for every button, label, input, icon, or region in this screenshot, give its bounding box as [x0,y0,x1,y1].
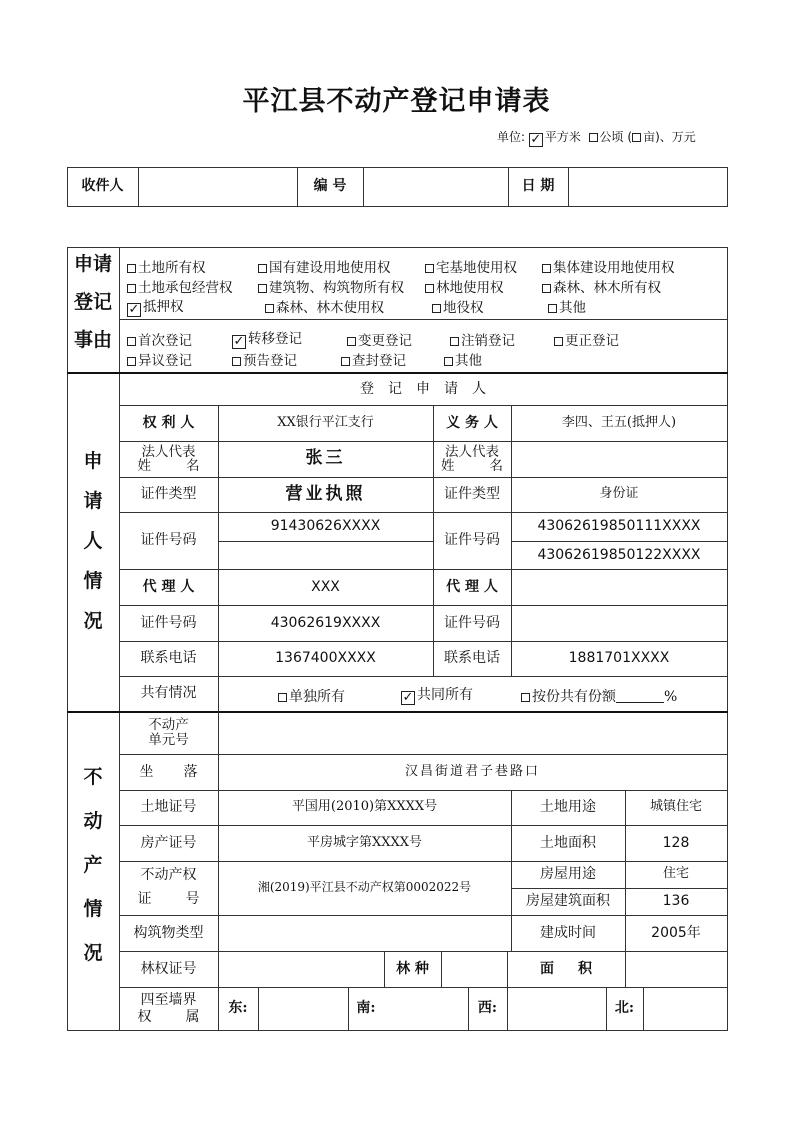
right-option[interactable]: 国有建设用地使用权 [258,256,391,276]
agent-id-left-value[interactable]: 43062619XXXX [270,614,381,631]
tree-species-value[interactable] [441,951,507,987]
west-label: 西: [477,1000,498,1017]
checkbox-icon[interactable] [542,264,551,273]
checkbox-icon[interactable] [278,693,287,702]
applicant-side-label [67,452,119,652]
right-option[interactable]: 土地承包经营权 [127,276,233,296]
checkbox-icon[interactable] [127,284,136,293]
receiver-label: 收件人 [81,178,124,195]
type-option[interactable]: 注销登记 [450,329,515,349]
checkbox-icon[interactable] [127,357,136,366]
checkbox-checked-icon[interactable]: ✓ [233,334,245,349]
applicant-header: 登 记 申 请 人 [360,380,486,397]
checkbox-icon[interactable] [347,337,356,346]
id-number-left-1[interactable]: 91430626XXXX [270,518,381,535]
unit-prefix: 单位: [497,130,526,144]
type-option[interactable]: 更正登记 [554,329,619,349]
coowner-option-joint[interactable]: ✓ 共同所有 [402,687,473,705]
checkbox-checked-icon[interactable]: ✓ [530,132,542,147]
checkbox-icon[interactable] [444,357,453,366]
right-option[interactable]: 集体建设用地使用权 [542,256,675,276]
checkbox-icon[interactable] [548,304,557,313]
side-label-char: 产 [83,854,103,876]
label-line: 不动产权 [140,867,197,884]
type-option-checked[interactable]: ✓ 转移登记 [233,331,302,349]
phone-right-value[interactable]: 1881701XXXX [568,650,670,667]
id-number-label: 证件号码 [140,532,197,549]
unit-no-value[interactable] [218,712,727,754]
checkbox-icon[interactable] [425,284,434,293]
checkbox-icon[interactable] [232,357,241,366]
label-char: 名 [186,458,200,474]
south-label: 南: [356,1000,376,1017]
obligor-label: 义 务 人 [446,414,498,431]
agent-id-label: 证件号码 [140,614,197,631]
agent-id-right-value[interactable] [511,605,727,641]
label-char: 姓 [137,458,151,474]
north-value[interactable] [643,987,727,1030]
side-label-char: 人 [83,530,103,552]
checkbox-icon[interactable] [265,304,274,313]
label-char: 面 [540,960,554,977]
label-line: 法人代表 [445,443,499,460]
share-percent-field[interactable] [616,690,664,703]
boundary-label [119,987,218,1030]
checkbox-icon[interactable] [542,284,551,293]
building-area-value[interactable]: 136 [662,893,690,910]
right-holder-label: 权 利 人 [142,414,195,431]
label-char: 积 [578,960,592,977]
north-label: 北: [614,1000,635,1017]
right-option[interactable]: 林地使用权 [425,276,504,296]
checkbox-icon[interactable] [341,357,350,366]
checkbox-icon[interactable] [521,693,530,702]
checkbox-icon[interactable] [425,264,434,273]
legal-rep-label-right [433,441,511,477]
checkbox-icon[interactable] [258,264,267,273]
side-label-line: 登记 [73,291,112,313]
side-label-char: 况 [83,942,103,964]
side-label-line: 事由 [73,329,112,351]
side-label-char: 申 [83,450,103,472]
label-char: 落 [183,763,198,780]
east-value[interactable] [258,987,348,1030]
forest-cert-label: 林权证号 [140,960,197,977]
land-area-label: 土地面积 [540,834,596,851]
land-cert-label: 土地证号 [140,799,197,816]
id-number-right-2[interactable]: 43062619850122XXXX [537,546,701,563]
unit-paren-close: )、万元 [655,130,696,144]
label-line: 四至墙界 [140,991,197,1008]
house-cert-value[interactable]: 平房城字第XXXX号 [306,834,423,850]
right-option[interactable]: 其他 [548,296,586,316]
east-label: 东: [228,1000,248,1017]
page-title: 平江县不动产登记申请表 [242,86,551,118]
phone-label-right: 联系电话 [444,650,500,667]
label-char: 证 [137,891,152,907]
type-option[interactable]: 首次登记 [127,329,192,349]
right-holder-value[interactable]: XX银行平江支行 [277,414,374,430]
receiver-field[interactable] [138,167,297,206]
right-option[interactable]: 建筑物、构筑物所有权 [258,276,404,296]
unit-no-label [119,712,218,754]
date-field[interactable] [568,167,727,206]
unit-option-sqm: 平方米 [544,130,581,144]
land-cert-value[interactable]: 平国用(2010)第XXXX号 [291,799,438,815]
type-option[interactable]: 异议登记 [127,349,192,369]
side-label-char: 情 [83,570,103,592]
label-line: 不动产 [148,717,189,734]
forest-cert-value[interactable] [218,951,384,987]
house-cert-label: 房产证号 [140,834,197,851]
property-cert-label [119,861,218,915]
unit-option-hectare: 公顷 [599,130,624,144]
unit-selector [497,128,696,147]
location-value[interactable]: 汉昌街道君子巷路口 [404,763,540,779]
checkbox-icon[interactable] [127,337,136,346]
agent-right-value[interactable] [511,569,727,605]
agent-label-right: 代 理 人 [446,578,498,595]
side-label-char: 情 [83,898,103,920]
right-option[interactable]: 森林、林木所有权 [542,276,661,296]
side-label-char: 不 [83,766,103,788]
completion-value[interactable]: 2005年 [651,924,701,941]
agent-left-value[interactable]: XXX [311,578,340,595]
building-area-label: 房屋建筑面积 [526,893,610,910]
unit-option-mu: 亩 [643,130,656,144]
checkbox-icon[interactable] [127,264,136,273]
label-char: 名 [489,458,503,474]
checkbox-icon[interactable] [632,133,641,142]
id-type-label: 证件类型 [140,486,197,503]
legal-rep-label [119,441,218,477]
number-field[interactable] [363,167,508,206]
registration-side-label [67,255,119,369]
land-use-value[interactable]: 城镇住宅 [649,799,702,815]
agent-id-label-right: 证件号码 [444,614,500,631]
checkbox-icon[interactable] [258,284,267,293]
date-label: 日 期 [521,178,555,195]
south-value[interactable] [384,987,468,1030]
land-use-label: 土地用途 [540,799,596,816]
label-char: 权 [137,1008,152,1025]
id-type-label-right: 证件类型 [444,486,500,503]
house-use-label: 房屋用途 [540,866,596,883]
land-area-value[interactable]: 128 [662,834,690,851]
phone-label: 联系电话 [140,650,197,667]
checkbox-icon[interactable] [554,337,563,346]
phone-left-value[interactable]: 1367400XXXX [275,650,376,667]
area-value[interactable] [625,951,727,987]
type-option[interactable]: 预告登记 [232,349,297,369]
unit-paren-open: ( [627,130,633,144]
coowner-option-share[interactable]: 按份共有份额 % [521,686,677,706]
agent-label: 代 理 人 [142,578,195,595]
side-label-char: 况 [83,610,103,632]
property-cert-value[interactable]: 湘(2019)平江县不动产权第0002022号 [257,880,472,895]
checkbox-checked-icon[interactable]: ✓ [128,302,140,317]
percent-sign: % [664,689,678,705]
id-type-left-value[interactable]: 营业执照 [285,483,366,504]
label-line: 单元号 [148,732,189,748]
id-number-right-1[interactable]: 43062619850111XXXX [537,518,701,535]
obligor-value[interactable]: 李四、王五(抵押人) [561,414,677,430]
right-option-checked[interactable]: ✓ 抵押权 [128,299,184,317]
coowner-label: 共有情况 [140,685,197,702]
completion-label: 建成时间 [540,924,596,941]
label-char: 号 [185,891,200,907]
id-type-right-value[interactable]: 身份证 [599,486,639,502]
checkbox-icon[interactable] [589,133,598,142]
right-option[interactable]: 土地所有权 [127,256,206,276]
side-label-char: 请 [83,490,103,512]
legal-rep-left-value[interactable]: 张三 [305,448,346,469]
checkbox-icon[interactable] [450,337,459,346]
number-label: 编 号 [313,178,347,195]
structure-type-value[interactable] [218,915,511,951]
checkbox-checked-icon[interactable]: ✓ [402,690,414,705]
area-label [507,951,625,987]
tree-species-label: 林 种 [396,960,429,977]
property-side-label [67,768,119,988]
label-line: 法人代表 [141,443,196,460]
side-label-char: 动 [83,810,103,832]
label-char: 属 [185,1008,200,1025]
checkbox-icon[interactable] [432,304,441,313]
location-label [119,754,218,790]
label-char: 坐 [139,763,154,780]
type-option[interactable]: 变更登记 [347,329,412,349]
right-option[interactable]: 地役权 [432,296,484,316]
side-label-line: 申请 [73,253,112,275]
id-number-left-2[interactable] [218,541,433,569]
right-option[interactable]: 森林、林木使用权 [265,296,384,316]
legal-rep-right-value[interactable] [511,441,727,477]
structure-type-label: 构筑物类型 [133,924,204,941]
id-number-label-right: 证件号码 [444,532,500,549]
coowner-option-sole[interactable]: 单独所有 [278,686,345,706]
west-value[interactable] [507,987,606,1030]
house-use-value[interactable]: 住宅 [662,866,689,882]
type-option[interactable]: 其他 [444,349,482,369]
type-option[interactable]: 查封登记 [341,349,406,369]
right-option[interactable]: 宅基地使用权 [425,256,517,276]
label-char: 姓 [441,458,455,474]
